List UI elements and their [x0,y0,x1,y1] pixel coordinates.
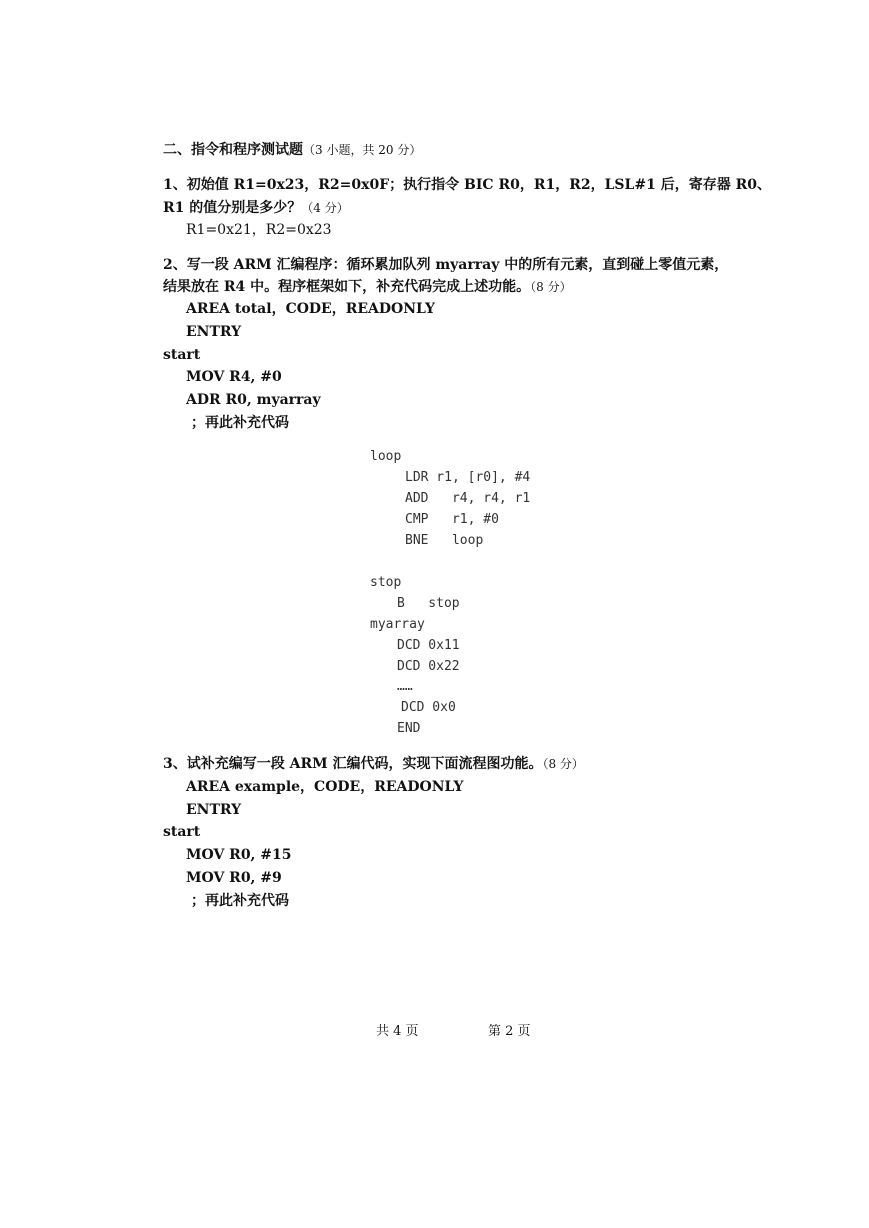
q3-code-mov1: MOV R0, #15 [186,847,292,863]
code-label-myarray: myarray [370,617,425,632]
code-bne: BNE loop [405,533,484,548]
q3-code-start: start [163,824,201,840]
code-end: END [397,721,421,736]
q2-score: （8 分） [530,280,572,294]
q3-code-comment: ；再此补充代码 [191,893,289,909]
q2-code-area: AREA total，CODE，READONLY [186,301,435,317]
code-ellipsis: …… [397,679,413,694]
q1-line2-text: R1 的值分别是多少？ [163,200,302,216]
q2-code-entry: ENTRY [186,324,242,340]
code-dcd-1: DCD 0x11 [397,638,460,653]
answer-code-image [368,447,568,742]
q1-line2 [163,199,349,217]
q2-code-mov: MOV R4, #0 [186,369,282,385]
section-title-text: 二、指令和程序测试题 [163,142,303,158]
q3-score: （8 分） [542,757,584,771]
code-b-stop: B stop [397,596,460,611]
code-cmp: CMP r1, #0 [405,512,499,527]
q2-line1: 2、写一段 ARM 汇编程序：循环累加队列 myarray 中的所有元素，直到碰上零值元素， [163,257,729,273]
q2-code-adr: ADR R0, myarray [186,392,321,408]
page-number: 第 2 页 [488,1024,531,1039]
page-total: 共 4 页 [376,1024,419,1039]
q2-line2-text: 结果放在 R4 中。程序框架如下，补充代码完成上述功能。 [163,279,531,295]
q2-code-start: start [163,347,201,363]
code-ldr: LDR r1, [r0], #4 [405,470,531,485]
q1-line1: 1、初始值 R1=0x23，R2=0x0F；执行指令 BIC R0，R1，R2，LSL#1 后，寄存器 R0、 [163,177,771,193]
code-add: ADD r4, r4, r1 [405,491,531,506]
q3-line1 [163,755,584,773]
q3-code-entry: ENTRY [186,802,242,818]
q1-answer: R1=0x21，R2=0x23 [186,222,332,238]
q2-code-comment: ；再此补充代码 [191,415,289,431]
section-title [163,141,421,159]
q2-line2 [163,278,572,296]
q3-code-mov2: MOV R0, #9 [186,870,282,886]
q3-code-area: AREA example，CODE，READONLY [186,779,464,795]
q1-score: （4 分） [301,201,349,215]
code-label-loop: loop [370,449,402,464]
code-dcd-2: DCD 0x22 [397,659,460,674]
section-note: （3 小题，共 20 分） [303,143,422,157]
code-label-stop: stop [370,575,402,590]
code-dcd-0: DCD 0x0 [401,700,456,715]
q3-line1-text: 3、试补充编写一段 ARM 汇编代码，实现下面流程图功能。 [163,756,543,772]
